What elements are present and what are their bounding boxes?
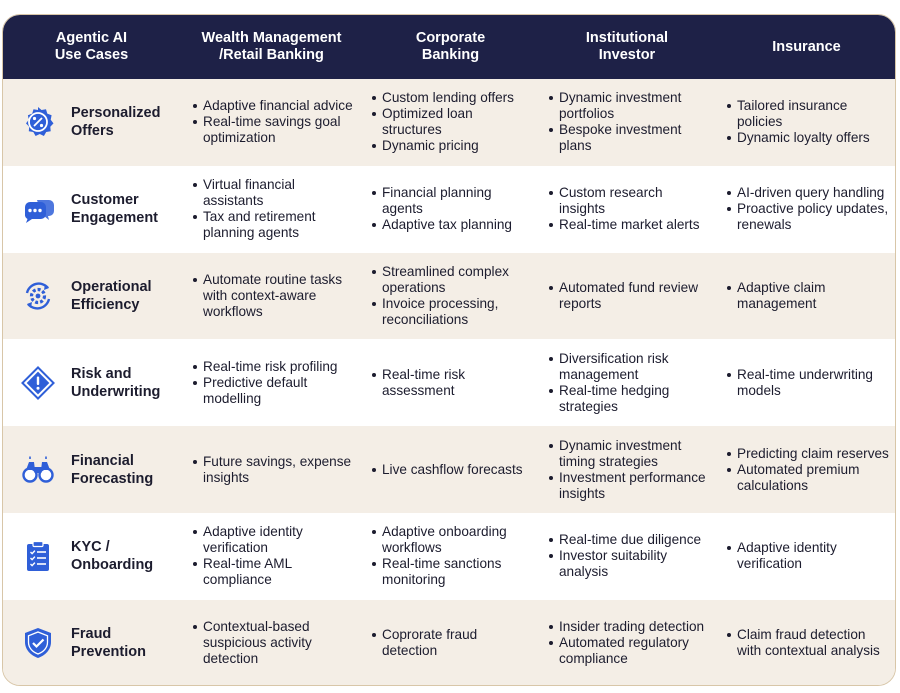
- list-item: Adaptive identity verification: [192, 524, 359, 556]
- list-item: Real-time risk assessment: [371, 367, 534, 399]
- list-item: Real-time AML compliance: [192, 556, 359, 588]
- list-item: Custom lending offers: [371, 90, 534, 106]
- bullet-list: [726, 280, 893, 312]
- bullet-list: [192, 98, 359, 146]
- bullet-list: [371, 185, 534, 233]
- cell-corporate: [363, 339, 538, 426]
- bullet-list: [548, 619, 712, 667]
- cell-institutional: [538, 600, 716, 686]
- list-item: Dynamic loyalty offers: [726, 130, 893, 146]
- list-item: Real-time sanctions monitoring: [371, 556, 534, 588]
- bullet-list: [371, 90, 534, 154]
- cell-insurance: [716, 339, 896, 426]
- cell-wealth: [180, 426, 363, 513]
- bullet-list: [726, 367, 893, 399]
- table-row-personalized-offers: [3, 79, 896, 166]
- binoculars-icon: [21, 453, 55, 487]
- bullet-list: [548, 532, 712, 580]
- warning-diamond-icon: [21, 366, 55, 400]
- row-label: Operational Efficiency: [71, 278, 152, 313]
- table-row-fraud-prevention: [3, 600, 896, 686]
- bullet-list: [726, 185, 893, 233]
- list-item: Virtual financial assistants: [192, 177, 359, 209]
- use-case-table-frame: [2, 14, 896, 686]
- clipboard-checklist-icon: [21, 539, 55, 573]
- row-label: Risk and Underwriting: [71, 365, 161, 400]
- list-item: Real-time savings goal optimization: [192, 114, 359, 146]
- list-item: Optimized loan structures: [371, 106, 534, 138]
- table-row-customer-engagement: [3, 166, 896, 253]
- cell-wealth: [180, 166, 363, 253]
- list-item: Automated regulatory compliance: [548, 635, 712, 667]
- bullet-list: [192, 619, 359, 667]
- bullet-list: [371, 264, 534, 328]
- header-institutional-investor: Institutional Investor: [585, 30, 669, 63]
- bullet-list: [726, 540, 893, 572]
- list-item: Adaptive onboarding workflows: [371, 524, 534, 556]
- shield-check-icon: [21, 626, 55, 660]
- header-wealth-management: Wealth Management /Retail Banking: [201, 30, 342, 63]
- list-item: Bespoke investment plans: [548, 122, 712, 154]
- row-label: Personalized Offers: [71, 105, 161, 140]
- bullet-list: [548, 90, 712, 154]
- bullet-list: [192, 272, 359, 320]
- table-row-kyc-onboarding: [3, 513, 896, 600]
- row-label: KYC / Onboarding: [71, 539, 154, 574]
- header-insurance: Insurance: [772, 38, 841, 55]
- row-label: Financial Forecasting: [71, 452, 154, 487]
- row-header: [3, 600, 180, 686]
- cell-corporate: [363, 513, 538, 600]
- cell-institutional: [538, 166, 716, 253]
- list-item: Diversification risk management: [548, 351, 712, 383]
- cell-insurance: [716, 426, 896, 513]
- list-item: Contextual-based suspicious activity detection: [192, 619, 359, 667]
- list-item: Custom research insights: [548, 185, 712, 217]
- bullet-list: [371, 627, 534, 659]
- bullet-list: [548, 185, 712, 233]
- list-item: Dynamic investment timing strategies: [548, 438, 712, 470]
- table-row-operational-efficiency: [3, 253, 896, 340]
- list-item: Dynamic pricing: [371, 138, 534, 154]
- bullet-list: [371, 462, 534, 478]
- percent-badge-icon: [21, 105, 55, 139]
- list-item: Investor suitability analysis: [548, 548, 712, 580]
- cell-institutional: [538, 513, 716, 600]
- list-item: Predictive default modelling: [192, 375, 359, 407]
- cell-institutional: [538, 339, 716, 426]
- list-item: Real-time underwriting models: [726, 367, 893, 399]
- row-header: [3, 513, 180, 600]
- table-row-risk-and-underwriting: [3, 339, 896, 426]
- cell-insurance: [716, 79, 896, 166]
- cell-wealth: [180, 339, 363, 426]
- bullet-list: [726, 627, 893, 659]
- cell-insurance: [716, 166, 896, 253]
- list-item: Real-time market alerts: [548, 217, 712, 233]
- list-item: Automate routine tasks with context-aware workflows: [192, 272, 359, 320]
- list-item: Proactive policy updates, renewals: [726, 201, 893, 233]
- cell-corporate: [363, 79, 538, 166]
- row-header: [3, 79, 180, 166]
- row-label: Customer Engagement: [71, 192, 159, 227]
- cell-institutional: [538, 253, 716, 340]
- table-row-financial-forecasting: [3, 426, 896, 513]
- cell-insurance: [716, 513, 896, 600]
- cell-corporate: [363, 253, 538, 340]
- list-item: Tailored insurance policies: [726, 98, 893, 130]
- list-item: Adaptive financial advice: [192, 98, 359, 114]
- list-item: Predicting claim reserves: [726, 446, 893, 462]
- bullet-list: [371, 367, 534, 399]
- header-row: [3, 15, 896, 79]
- bullet-list: [726, 98, 893, 146]
- cell-wealth: [180, 253, 363, 340]
- bullet-list: [192, 177, 359, 241]
- list-item: Live cashflow forecasts: [371, 462, 534, 478]
- list-item: Tax and retirement planning agents: [192, 209, 359, 241]
- list-item: Adaptive tax planning: [371, 217, 534, 233]
- row-header: [3, 426, 180, 513]
- row-header: [3, 253, 180, 340]
- list-item: Dynamic investment portfolios: [548, 90, 712, 122]
- list-item: Future savings, expense insights: [192, 454, 359, 486]
- list-item: Streamlined complex operations: [371, 264, 534, 296]
- list-item: Automated fund review reports: [548, 280, 712, 312]
- cell-corporate: [363, 426, 538, 513]
- use-case-table: [3, 15, 896, 686]
- row-header: [3, 166, 180, 253]
- cell-insurance: [716, 253, 896, 340]
- list-item: Financial planning agents: [371, 185, 534, 217]
- list-item: Real-time hedging strategies: [548, 383, 712, 415]
- cell-institutional: [538, 79, 716, 166]
- bullet-list: [192, 454, 359, 486]
- cell-corporate: [363, 600, 538, 686]
- list-item: Invoice processing, reconciliations: [371, 296, 534, 328]
- bullet-list: [548, 438, 712, 502]
- bullet-list: [548, 280, 712, 312]
- list-item: Claim fraud detection with contextual analysis: [726, 627, 893, 659]
- cell-institutional: [538, 426, 716, 513]
- header-corporate-banking: Corporate Banking: [415, 30, 486, 63]
- bullet-list: [192, 359, 359, 407]
- gear-cycle-icon: [21, 279, 55, 313]
- list-item: Coprorate fraud detection: [371, 627, 534, 659]
- list-item: Automated premium calculations: [726, 462, 893, 494]
- cell-insurance: [716, 600, 896, 686]
- list-item: AI-driven query handling: [726, 185, 893, 201]
- list-item: Adaptive claim management: [726, 280, 893, 312]
- bullet-list: [371, 524, 534, 588]
- list-item: Real-time due diligence: [548, 532, 712, 548]
- chat-bubbles-icon: [21, 192, 55, 226]
- row-header: [3, 339, 180, 426]
- cell-corporate: [363, 166, 538, 253]
- row-label: Fraud Prevention: [71, 626, 146, 661]
- list-item: Real-time risk profiling: [192, 359, 359, 375]
- header-use-cases: Agentic AI Use Cases: [54, 30, 129, 63]
- cell-wealth: [180, 79, 363, 166]
- list-item: Adaptive identity verification: [726, 540, 893, 572]
- list-item: Insider trading detection: [548, 619, 712, 635]
- bullet-list: [192, 524, 359, 588]
- list-item: Investment performance insights: [548, 470, 712, 502]
- bullet-list: [726, 446, 893, 494]
- cell-wealth: [180, 600, 363, 686]
- cell-wealth: [180, 513, 363, 600]
- bullet-list: [548, 351, 712, 415]
